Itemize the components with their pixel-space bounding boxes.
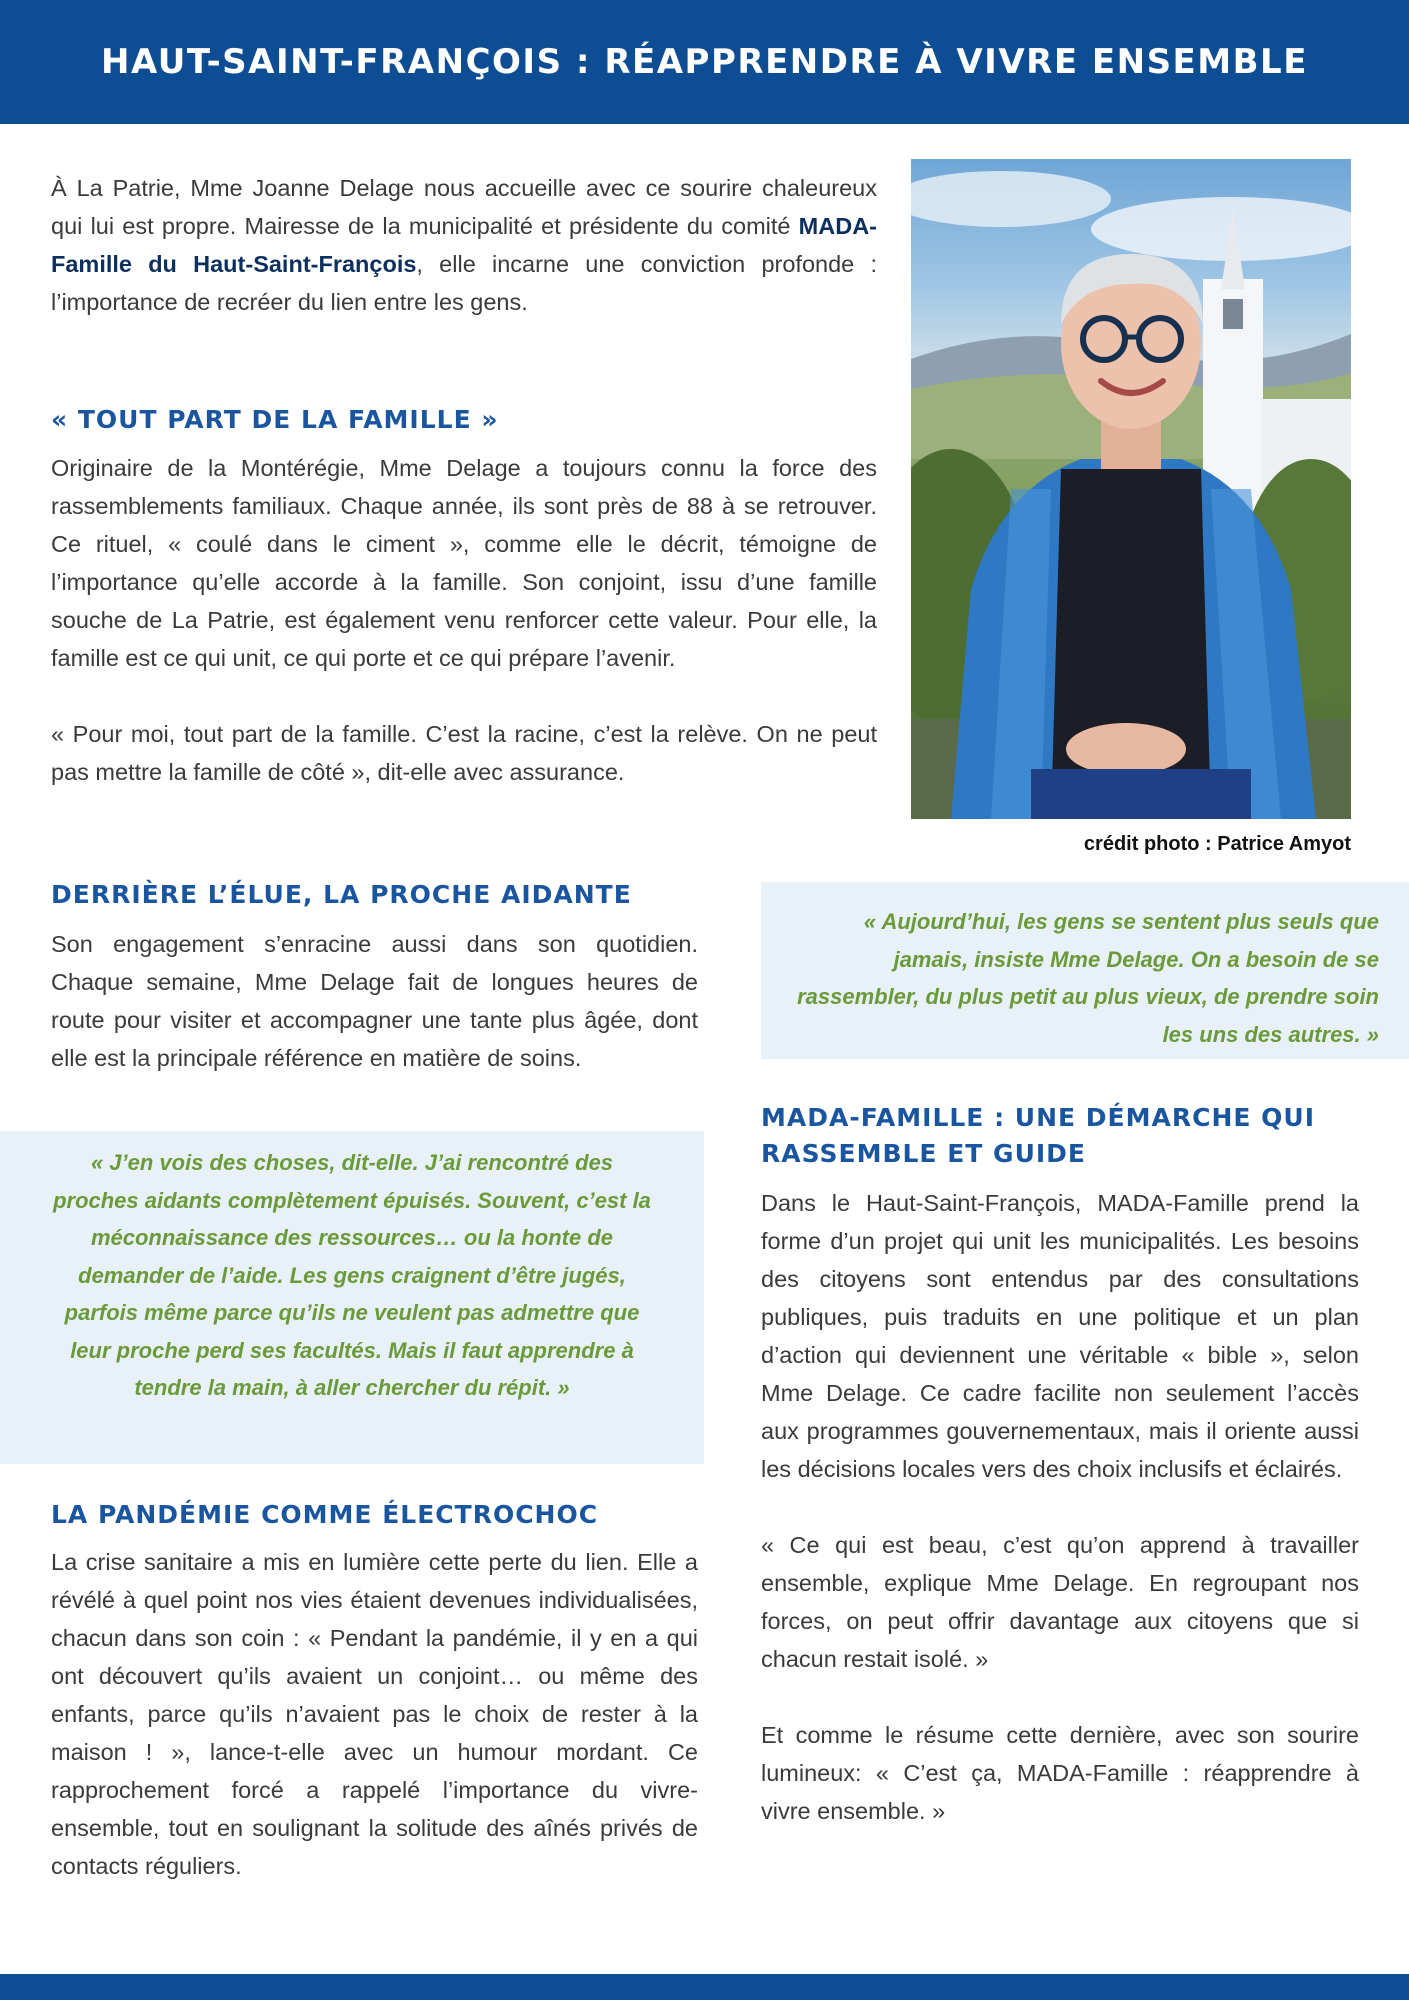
famille-paragraph-1: Originaire de la Montérégie, Mme Delage a toujours connu la force des rassemblements familiaux. Chaque année, ils sont près de 88 à se retrouver. Ce rituel, « coulé dans le ciment », comme elle le décrit, témoigne de l’importance qu’elle accorde à la famille. Son conjoint, issu d’une famille souche de La Patrie, est également venu renforcer cette valeur. Pour elle, la famille est ce qui unit, ce qui porte et ce qui prépare l’avenir. — [51, 455, 877, 671]
section-title-proche-aidante: DERRIÈRE L’ÉLUE, LA PROCHE AIDANTE — [51, 880, 632, 909]
pandemie-paragraph: La crise sanitaire a mis en lumière cette perte du lien. Elle a révélé à quel point nos vies étaient devenues individualisées, chacun dans son coin : « Pendant la pandémie, il y en a qui ont découvert qu’ils avaient un conjoint… ou même des enfants, parce qu’ils n’avaient pas le choix de rester à la maison ! », lance-t-elle avec un humour mordant. Ce rapprochement forcé a rappelé l’importance du vivre-ensemble, tout en soulignant la solitude des aînés privés de contacts réguliers. — [51, 1549, 698, 1879]
quote-box-solitude — [761, 882, 1409, 1059]
intro-paragraph — [51, 169, 877, 321]
footer-bar — [0, 1974, 1409, 2000]
intro-text-end: , elle incarne une conviction profonde : l’importance de recréer du lien entre les gens. — [51, 251, 877, 315]
portrait-illustration — [911, 159, 1351, 819]
section-title-mada-famille: MADA-FAMILLE : UNE DÉMARCHE QUI RASSEMBLE ET GUIDE — [761, 1103, 1315, 1168]
photo-credit: crédit photo : Patrice Amyot — [1083, 833, 1351, 855]
quote-solitude-text: « Aujourd’hui, les gens se sentent plus seuls que jamais, insiste Mme Delage. On a besoin de se rassembler, du plus petit au plus vieux, de prendre soin les uns des autres. » — [797, 909, 1379, 1047]
quote-box-proches-aidants — [0, 1131, 704, 1464]
quote-proches-aidants-text: « J’en vois des choses, dit-elle. J’ai rencontré des proches aidants complètement épuisés. Souvent, c’est la méconnaissance des ressources… ou la honte de demander de l’aide. Les gens craignent d’être jugés, parfois même parce qu’ils ne veulent pas admettre que leur proche perd ses facultés. Mais il faut apprendre à tendre la main, à aller chercher du répit. » — [53, 1150, 651, 1400]
portrait-photo — [911, 159, 1351, 819]
section-mada-famille-body — [761, 1184, 1359, 1830]
section-title-famille: « TOUT PART DE LA FAMILLE » — [51, 405, 499, 434]
mada-paragraph-3: Et comme le résume cette dernière, avec son sourire lumineux: « C’est ça, MADA-Famille : réapprendre à vivre ensemble. » — [761, 1722, 1359, 1824]
section-pandemie-body — [51, 1543, 698, 1885]
intro-block — [51, 169, 877, 321]
famille-paragraph-2: « Pour moi, tout part de la famille. C’est la racine, c’est la relève. On ne peut pas mettre la famille de côté », dit-elle avec assurance. — [51, 721, 877, 785]
page-title: HAUT-SAINT-FRANÇOIS : RÉAPPRENDRE À VIVRE ENSEMBLE — [101, 42, 1308, 82]
intro-bold-name: MADA-Famille du Haut-Saint-François — [51, 213, 877, 277]
page-header — [0, 0, 1409, 124]
section-proche-aidante-body — [51, 925, 698, 1077]
section-title-pandemie: LA PANDÉMIE COMME ÉLECTROCHOC — [51, 1500, 599, 1529]
proche-aidante-paragraph: Son engagement s’enracine aussi dans son quotidien. Chaque semaine, Mme Delage fait de longues heures de route pour visiter et accompagner une tante plus âgée, dont elle est la principale référence en matière de soins. — [51, 931, 698, 1071]
mada-paragraph-2: « Ce qui est beau, c’est qu’on apprend à travailler ensemble, explique Mme Delage. En regroupant nos forces, on peut offrir davantage aux citoyens que si chacun restait isolé. » — [761, 1532, 1359, 1672]
section-famille-body — [51, 449, 877, 791]
intro-text-start: À La Patrie, Mme Joanne Delage nous accueille avec ce sourire chaleureux qui lui est propre. Mairesse de la municipalité et présidente du comité — [51, 175, 877, 239]
mada-paragraph-1: Dans le Haut-Saint-François, MADA-Famille prend la forme d’un projet qui unit les municipalités. Les besoins des citoyens sont entendus par des consultations publiques, puis traduits en une politique et un plan d’action qui deviennent une véritable « bible », selon Mme Delage. Ce cadre facilite non seulement l’accès aux programmes gouvernementaux, mais il oriente aussi les décisions locales vers des choix inclusifs et éclairés. — [761, 1190, 1359, 1482]
